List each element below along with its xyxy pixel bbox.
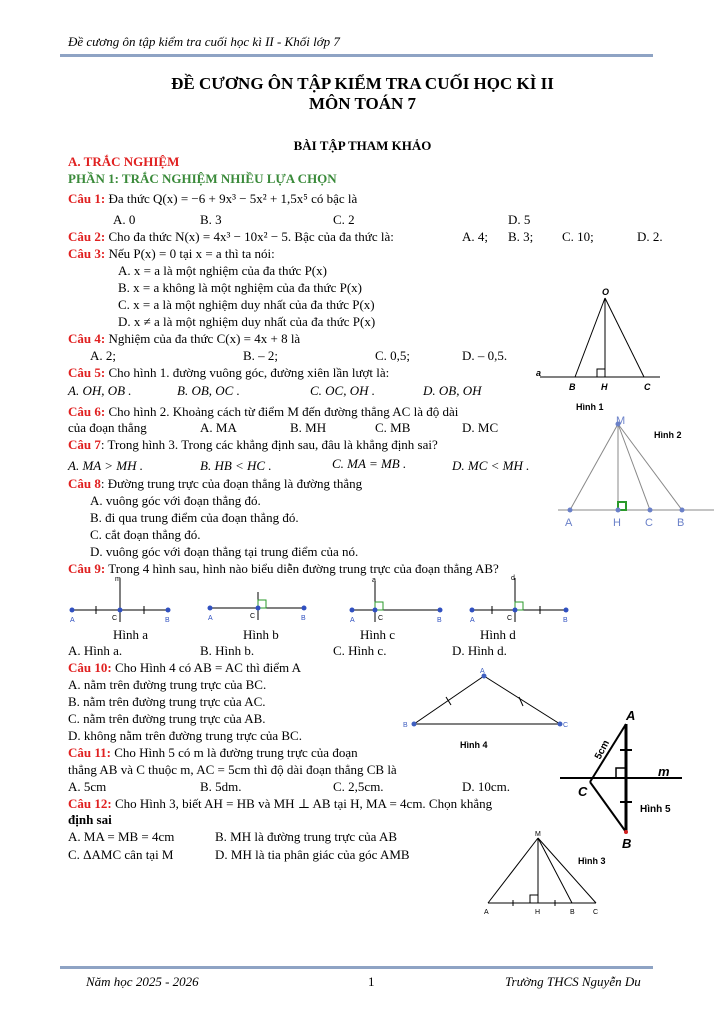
q7-c: C. MA = MB . (332, 456, 407, 471)
fig3-C: C (593, 909, 599, 916)
q3-b: B. x = a không là một nghiệm của đa thức P(x) (118, 280, 362, 295)
question-7: Câu 7: Trong hình 3. Trong các khẳng định sau, đâu là khẳng định sai? (68, 437, 438, 452)
page-number: 1 (368, 974, 375, 989)
fig9c-C: C (378, 615, 384, 622)
q9-c: C. Hình c. (333, 643, 387, 658)
fig9a-B: B (165, 617, 170, 624)
fig5-length: 5cm (592, 738, 613, 762)
fig4-caption: Hình 4 (460, 740, 488, 750)
q6-c: C. MB (375, 420, 411, 435)
question-3: Câu 3: Nếu P(x) = 0 tại x = a thì ta nói: (68, 246, 275, 261)
section-subtitle: BÀI TẬP THAM KHẢO (293, 138, 432, 153)
figure-2 (556, 412, 716, 532)
q11-a: A. 5cm (68, 779, 107, 794)
q6-d: D. MC (462, 420, 499, 435)
q12-c: C. ΔAMC cân tại M (68, 847, 174, 862)
q7-b: B. HB < HC . (200, 458, 272, 473)
section-a: A. TRẮC NGHIỆM (68, 154, 180, 169)
doc-subject: MÔN TOÁN 7 (308, 94, 417, 113)
fig9b-C: C (250, 613, 256, 620)
q2-b: B. 3; (508, 229, 534, 244)
q8-a: A. vuông góc với đoạn thẳng đó. (90, 493, 261, 508)
q2-c: C. 10; (562, 229, 594, 244)
q7-a: A. MA > MH . (68, 458, 143, 473)
q6-a: A. MA (200, 420, 237, 435)
fig3-H: H (535, 909, 541, 916)
figure-9c (350, 577, 443, 624)
question-10: Câu 10: Cho Hình 4 có AB = AC thì điểm A (68, 660, 302, 675)
fig4-C: C (563, 722, 569, 729)
q5-c: C. OC, OH . (310, 383, 376, 398)
question-2: Câu 2: Cho đa thức N(x) = 4x³ − 10x² − 5. Bậc của đa thức là: (68, 229, 394, 244)
q7-d: D. MC < MH . (452, 458, 530, 473)
fig9b-B: B (301, 615, 306, 622)
figure-1 (532, 284, 662, 414)
question-9: Câu 9: Trong 4 hình sau, hình nào biểu diễn đường trung trực của đoạn thẳng AB? (68, 561, 499, 576)
fig9d-C: C (507, 615, 513, 622)
figure-9a (70, 576, 171, 624)
figure-9b (208, 592, 307, 622)
part-1: PHẦN 1: TRẮC NGHIỆM NHIỀU LỰA CHỌN (68, 171, 337, 186)
fig9-caption-a: Hình a (113, 627, 149, 642)
footer-school: Trường THCS Nguyễn Du (505, 974, 641, 989)
footer-year: Năm học 2025 - 2026 (86, 974, 199, 989)
q8-b: B. đi qua trung điểm của đoạn thẳng đó. (90, 510, 299, 525)
q8-d: D. vuông góc với đoạn thẳng tại trung điểm của nó. (90, 544, 359, 559)
fig3-caption: Hình 3 (578, 856, 606, 866)
footer-rule (60, 966, 653, 969)
q12-d: D. MH là tia phân giác của góc AMB (215, 847, 410, 862)
fig9-caption-c: Hình c (360, 627, 396, 642)
question-12: Câu 12: Cho Hình 3, biết AH = HB và MH ⊥ AB tại H, MA = 4cm. Chọn khẳng (68, 796, 493, 811)
fig3-M: M (535, 831, 541, 838)
fig9a-m: m (115, 576, 121, 583)
q2-d: D. 2. (637, 229, 663, 244)
fig9c-A: A (350, 617, 355, 624)
q4-c: C. 0,5; (375, 348, 411, 363)
fig9d-B: B (563, 617, 568, 624)
q10-b: B. nằm trên đường trung trực của AC. (68, 694, 266, 709)
q1-b: B. 3 (200, 212, 222, 227)
question-11: Câu 11: Cho Hình 5 có m là đường trung trực của đoạn (68, 745, 358, 760)
fig9b-A: A (208, 615, 213, 622)
fig5-caption: Hình 5 (640, 804, 671, 815)
q10-a: A. nằm trên đường trung trực của BC. (68, 677, 267, 692)
q4-a: A. 2; (90, 348, 116, 363)
fig9c-B: B (437, 617, 442, 624)
q3-c: C. x = a là một nghiệm duy nhất của đa thức P(x) (118, 297, 375, 312)
figure-3 (478, 826, 618, 920)
q4-d: D. – 0,5. (462, 348, 508, 363)
question-6: Câu 6: Cho hình 2. Khoảng cách từ điểm M đến đường thẳng AC là độ dài (68, 404, 459, 419)
fig9-caption-b: Hình b (243, 627, 279, 642)
fig3-B: B (570, 909, 575, 916)
fig2-A: A (565, 517, 573, 529)
q11-b: B. 5dm. (200, 779, 242, 794)
q11-c: C. 2,5cm. (333, 779, 384, 794)
question-4: Câu 4: Nghiệm của đa thức C(x) = 4x + 8 là (68, 331, 301, 346)
fig5-A: A (626, 708, 636, 723)
figure-9d (470, 575, 569, 624)
q9-d: D. Hình d. (452, 643, 507, 658)
q12-text2: định sai (68, 812, 112, 827)
q8-c: C. cắt đoạn thẳng đó. (90, 527, 201, 542)
fig2-C: C (645, 517, 653, 529)
q1-c: C. 2 (333, 212, 355, 227)
fig9d-A: A (470, 617, 475, 624)
q6-text2: của đoạn thẳng (68, 420, 147, 435)
fig5-B: B (622, 836, 632, 851)
q1-d: D. 5 (508, 212, 531, 227)
q1-a: A. 0 (113, 212, 136, 227)
fig1-C: C (644, 382, 651, 392)
q2-a: A. 4; (462, 229, 488, 244)
fig4-A: A (480, 668, 485, 675)
q10-c: C. nằm trên đường trung trực của AB. (68, 711, 266, 726)
q12-a: A. MA = MB = 4cm (68, 829, 175, 844)
q12-b: B. MH là đường trung trực của AB (215, 829, 397, 844)
fig1-a: a (536, 368, 542, 378)
q9-a: A. Hình a. (68, 643, 123, 658)
fig5-m: m (658, 764, 670, 779)
fig2-caption: Hình 2 (654, 430, 682, 440)
q6-b: B. MH (290, 420, 327, 435)
q10-d: D. không nằm trên đường trung trực của BC. (68, 728, 302, 743)
q3-d: D. x ≠ a là một nghiệm duy nhất của đa thức P(x) (118, 314, 376, 329)
fig9d-d: d (511, 575, 515, 582)
fig4-B: B (403, 722, 408, 729)
q5-a: A. OH, OB . (68, 383, 132, 398)
question-1: Câu 1: Đa thức Q(x) = −6 + 9x³ − 5x² + 1,5x⁵ có bậc là (68, 191, 358, 206)
q5-b: B. OB, OC . (177, 383, 240, 398)
question-5: Câu 5: Cho hình 1. đường vuông góc, đường xiên lần lượt là: (68, 365, 390, 380)
page-header: Đề cương ôn tập kiểm tra cuối học kì II - Khối lớp 7 (68, 34, 340, 49)
q4-b: B. – 2; (243, 348, 279, 363)
q11-text2: thẳng AB và C thuộc m, AC = 5cm thì độ dài đoạn thẳng CB là (68, 762, 397, 777)
fig2-B: B (677, 517, 685, 529)
q3-a: A. x = a là một nghiệm của đa thức P(x) (118, 263, 327, 278)
q11-d: D. 10cm. (462, 779, 511, 794)
fig9-caption-d: Hình d (480, 627, 516, 642)
fig1-caption: Hình 1 (576, 402, 604, 412)
fig1-H: H (601, 382, 608, 392)
fig5-C: C (578, 784, 588, 799)
fig2-M: M (616, 415, 626, 427)
q9-b: B. Hình b. (200, 643, 255, 658)
doc-title: ĐỀ CƯƠNG ÔN TẬP KIỂM TRA CUỐI HỌC KÌ II (171, 74, 554, 93)
fig2-H: H (613, 517, 621, 529)
q5-d: D. OB, OH (423, 383, 482, 398)
question-8: Câu 8: Đường trung trực của đoạn thẳng là đường thẳng (68, 476, 363, 491)
header-rule (60, 54, 653, 57)
fig1-O: O (602, 287, 610, 297)
fig9a-A: A (70, 617, 75, 624)
fig3-A: A (484, 909, 489, 916)
fig1-B: B (569, 382, 576, 392)
fig9c-a: a (372, 577, 376, 584)
fig9a-C: C (112, 615, 118, 622)
q9-figures (60, 572, 580, 628)
figure-4 (398, 664, 578, 754)
